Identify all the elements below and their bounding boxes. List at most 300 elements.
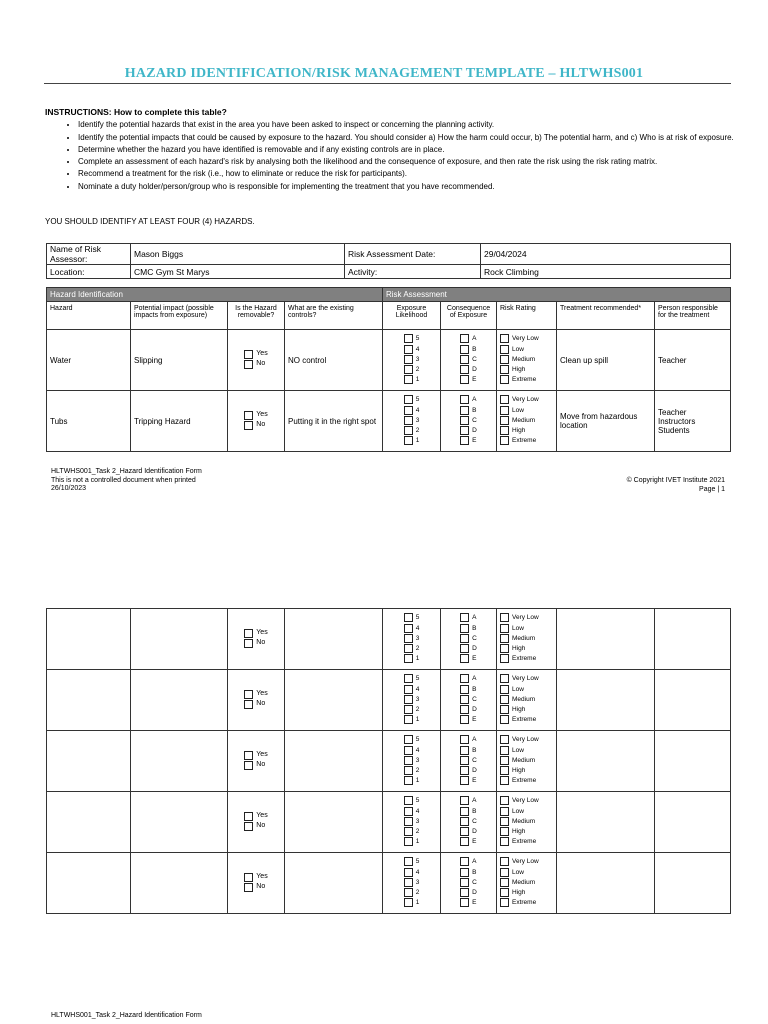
controls-cell[interactable]: NO control (285, 330, 383, 391)
controls-cell[interactable]: Putting it in the right spot (285, 391, 383, 452)
checkbox-label: Medium (512, 355, 536, 363)
checkbox[interactable] (500, 857, 509, 866)
likelihood-cell (383, 792, 441, 853)
option-row (500, 887, 539, 897)
checkbox-label: D (472, 888, 477, 896)
checkbox-label: Very Low (512, 614, 539, 622)
hazard-cell[interactable] (47, 731, 131, 792)
col-header-controls: What are the existing controls? (285, 302, 383, 330)
checkbox[interactable] (500, 644, 509, 653)
hazard-cell[interactable] (47, 792, 131, 853)
checkbox[interactable] (460, 898, 469, 907)
controls-cell[interactable] (285, 853, 383, 914)
checkbox[interactable] (404, 624, 413, 633)
checkbox[interactable] (500, 868, 509, 877)
checkbox[interactable] (404, 634, 413, 643)
checkbox-label: 4 (415, 868, 420, 876)
checkbox[interactable] (460, 857, 469, 866)
option-row (404, 395, 420, 405)
option-row (244, 821, 267, 831)
removable-options (244, 750, 267, 770)
table-row (47, 792, 731, 853)
checkbox[interactable] (244, 629, 253, 638)
hazard-cell[interactable]: Tubs (47, 391, 131, 452)
activity-field[interactable]: Rock Climbing (481, 265, 731, 279)
controls-cell[interactable] (285, 609, 383, 670)
treatment-cell[interactable]: Clean up spill (557, 330, 655, 391)
col-header-hazard: Hazard (47, 302, 131, 330)
removable-options (244, 872, 267, 892)
checkbox-label: Medium (512, 878, 536, 886)
checkbox[interactable] (244, 690, 253, 699)
responsible-cell[interactable] (655, 853, 731, 914)
treatment-cell[interactable] (557, 670, 655, 731)
option-row (404, 877, 420, 887)
hazard-table (46, 287, 731, 452)
removable-cell (228, 731, 285, 792)
option-row (460, 745, 477, 755)
responsible-cell[interactable] (655, 330, 731, 391)
checkbox[interactable] (500, 355, 509, 364)
checkbox[interactable] (460, 334, 469, 343)
checkbox[interactable] (460, 796, 469, 805)
checkbox[interactable] (500, 334, 509, 343)
checkbox-label: 3 (415, 634, 420, 642)
checkbox[interactable] (404, 345, 413, 354)
checkbox[interactable] (460, 375, 469, 384)
option-row (404, 364, 420, 374)
consequence-options (460, 796, 477, 847)
checkbox-label: 2 (415, 644, 420, 652)
checkbox[interactable] (244, 421, 253, 430)
checkbox-label: E (472, 655, 477, 663)
responsible-person: Students (658, 425, 690, 435)
option-row (460, 694, 477, 704)
hazard-cell[interactable] (47, 670, 131, 731)
option-row (404, 694, 420, 704)
option-row (404, 796, 420, 806)
checkbox[interactable] (404, 776, 413, 785)
checkbox-label: No (256, 360, 266, 368)
option-row (500, 816, 539, 826)
hazard-table-continued (46, 608, 731, 914)
checkbox[interactable] (500, 705, 509, 714)
footer-page-number: Page | 1 (699, 485, 725, 493)
checkbox[interactable] (404, 857, 413, 866)
option-row (460, 898, 477, 908)
checkbox-label: Medium (512, 817, 536, 825)
col-header-responsible: Person responsible for the treatment (655, 302, 731, 330)
checkbox[interactable] (460, 705, 469, 714)
checkbox[interactable] (244, 812, 253, 821)
checkbox[interactable] (404, 395, 413, 404)
impact-cell[interactable] (131, 609, 228, 670)
checkbox[interactable] (404, 654, 413, 663)
responsible-cell[interactable] (655, 792, 731, 853)
option-row (404, 867, 420, 877)
option-row (500, 436, 539, 446)
checkbox-label: A (472, 396, 477, 404)
checkbox-label: Yes (256, 812, 268, 820)
checkbox[interactable] (500, 756, 509, 765)
checkbox-label: Extreme (512, 716, 537, 724)
checkbox-label: A (472, 675, 477, 683)
likelihood-options (404, 395, 420, 446)
checkbox-label: High (512, 644, 526, 652)
checkbox[interactable] (244, 873, 253, 882)
checkbox-label: Very Low (512, 335, 539, 343)
option-row (404, 857, 420, 867)
checkbox[interactable] (500, 634, 509, 643)
checkbox[interactable] (460, 766, 469, 775)
checkbox[interactable] (404, 837, 413, 846)
option-row (500, 654, 539, 664)
option-row (404, 354, 420, 364)
checkbox[interactable] (244, 751, 253, 760)
checkbox[interactable] (404, 827, 413, 836)
checkbox[interactable] (244, 411, 253, 420)
option-row (500, 623, 539, 633)
treatment-cell[interactable]: Move from hazardous location (557, 391, 655, 452)
checkbox-label: Very Low (512, 858, 539, 866)
checkbox-label: C (472, 634, 477, 642)
consequence-cell (441, 330, 497, 391)
checkbox-label: Extreme (512, 655, 537, 663)
checkbox[interactable] (500, 776, 509, 785)
checkbox[interactable] (460, 776, 469, 785)
treatment-cell[interactable] (557, 792, 655, 853)
impact-cell[interactable] (131, 670, 228, 731)
checkbox-label: Very Low (512, 396, 539, 404)
consequence-options (460, 857, 477, 908)
removable-cell (228, 853, 285, 914)
checkbox[interactable] (500, 746, 509, 755)
option-row (244, 638, 267, 648)
checkbox[interactable] (404, 878, 413, 887)
checkbox[interactable] (500, 827, 509, 836)
table-row (47, 609, 731, 670)
col-header-treatment: Treatment recommended* (557, 302, 655, 330)
checkbox-label: Medium (512, 416, 536, 424)
option-row (244, 689, 267, 699)
checkbox[interactable] (500, 878, 509, 887)
checkbox-label: 4 (415, 406, 420, 414)
checkbox[interactable] (460, 674, 469, 683)
table-row (47, 731, 731, 792)
consequence-options (460, 334, 477, 385)
option-row (404, 654, 420, 664)
checkbox[interactable] (500, 624, 509, 633)
removable-cell (228, 391, 285, 452)
checkbox[interactable] (404, 868, 413, 877)
checkbox-label: 5 (415, 614, 420, 622)
checkbox[interactable] (460, 735, 469, 744)
checkbox-label: 1 (415, 899, 420, 907)
option-row (460, 674, 477, 684)
hazard-cell[interactable] (47, 609, 131, 670)
option-row (404, 715, 420, 725)
checkbox[interactable] (404, 735, 413, 744)
impact-cell[interactable] (131, 731, 228, 792)
table-row (47, 853, 731, 914)
checkbox[interactable] (404, 715, 413, 724)
checkbox-label: 5 (415, 858, 420, 866)
checkbox-label: No (256, 639, 266, 647)
checkbox-label: 2 (415, 888, 420, 896)
rating-options (500, 735, 539, 786)
checkbox[interactable] (244, 761, 253, 770)
option-row (460, 364, 477, 374)
footer-right (627, 477, 725, 494)
checkbox[interactable] (460, 644, 469, 653)
checkbox[interactable] (500, 735, 509, 744)
checkbox[interactable] (404, 365, 413, 374)
checkbox[interactable] (500, 613, 509, 622)
controls-cell[interactable] (285, 670, 383, 731)
checkbox[interactable] (500, 426, 509, 435)
checkbox[interactable] (404, 355, 413, 364)
checkbox[interactable] (500, 685, 509, 694)
checkbox[interactable] (460, 436, 469, 445)
rating-cell (497, 670, 557, 731)
checkbox-label: E (472, 437, 477, 445)
option-row (404, 755, 420, 765)
checkbox[interactable] (500, 345, 509, 354)
checkbox-label: Medium (512, 695, 536, 703)
location-field[interactable]: CMC Gym St Marys (131, 265, 345, 279)
checkbox[interactable] (500, 888, 509, 897)
impact-cell[interactable] (131, 853, 228, 914)
likelihood-cell (383, 853, 441, 914)
treatment-cell[interactable] (557, 731, 655, 792)
checkbox[interactable] (404, 416, 413, 425)
checkbox[interactable] (500, 837, 509, 846)
checkbox-label: 4 (415, 624, 420, 632)
assessment-info-table (46, 243, 731, 279)
checkbox[interactable] (460, 426, 469, 435)
checkbox-label: C (472, 355, 477, 363)
checkbox[interactable] (460, 817, 469, 826)
checkbox[interactable] (244, 822, 253, 831)
checkbox[interactable] (404, 756, 413, 765)
checkbox[interactable] (460, 827, 469, 836)
checkbox-label: Low (512, 624, 524, 632)
option-row (404, 837, 420, 847)
checkbox-label: Low (512, 746, 524, 754)
impact-cell[interactable]: Tripping Hazard (131, 391, 228, 452)
checkbox-label: Extreme (512, 437, 537, 445)
option-row (460, 344, 477, 354)
checkbox[interactable] (500, 406, 509, 415)
impact-cell[interactable]: Slipping (131, 330, 228, 391)
rating-options (500, 796, 539, 847)
option-row (404, 623, 420, 633)
table-row (47, 391, 731, 452)
col-header-rating: Risk Rating (497, 302, 557, 330)
checkbox-label: Yes (256, 629, 268, 637)
checkbox-label: 1 (415, 838, 420, 846)
likelihood-cell (383, 609, 441, 670)
option-row (500, 745, 539, 755)
rating-options (500, 334, 539, 385)
checkbox[interactable] (404, 766, 413, 775)
responsible-cell[interactable] (655, 391, 731, 452)
checkbox[interactable] (500, 674, 509, 683)
checkbox-label: 2 (415, 827, 420, 835)
checkbox[interactable] (460, 406, 469, 415)
checkbox[interactable] (404, 406, 413, 415)
rating-options (500, 613, 539, 664)
checkbox[interactable] (404, 685, 413, 694)
checkbox[interactable] (500, 796, 509, 805)
checkbox-label: High (512, 426, 526, 434)
treatment-cell[interactable] (557, 609, 655, 670)
assessor-field[interactable]: Mason Biggs (131, 244, 345, 265)
option-row (244, 760, 267, 770)
checkbox[interactable] (460, 654, 469, 663)
checkbox-label: Yes (256, 690, 268, 698)
checkbox[interactable] (460, 685, 469, 694)
checkbox[interactable] (500, 817, 509, 826)
checkbox-label: 1 (415, 437, 420, 445)
checkbox[interactable] (404, 705, 413, 714)
checkbox[interactable] (404, 796, 413, 805)
checkbox[interactable] (500, 807, 509, 816)
instruction-item: • Identify the potential hazards that exist in the area you have been asked to inspect or concerning the planning activity. (78, 119, 735, 131)
instructions (45, 106, 735, 193)
removable-options (244, 689, 267, 709)
option-row (460, 436, 477, 446)
option-row (404, 344, 420, 354)
footer-doc-id-page2: HLTWHS001_Task 2_Hazard Identification Form (51, 1012, 202, 1019)
instruction-item: • Recommend a treatment for the risk (i.e., how to eliminate or reduce the risk for participants). (78, 168, 735, 180)
checkbox[interactable] (404, 426, 413, 435)
option-row (244, 349, 267, 359)
checkbox[interactable] (500, 654, 509, 663)
responsible-cell[interactable] (655, 609, 731, 670)
checkbox-label: 1 (415, 655, 420, 663)
checkbox[interactable] (460, 355, 469, 364)
checkbox[interactable] (404, 436, 413, 445)
footer-date: 26/10/2023 (51, 485, 87, 492)
hazard-cell[interactable] (47, 853, 131, 914)
checkbox[interactable] (460, 868, 469, 877)
checkbox[interactable] (460, 807, 469, 816)
checkbox-label: C (472, 695, 477, 703)
responsible-person: Teacher (658, 407, 687, 417)
checkbox[interactable] (460, 756, 469, 765)
checkbox[interactable] (500, 766, 509, 775)
checkbox[interactable] (404, 898, 413, 907)
checkbox[interactable] (404, 746, 413, 755)
checkbox[interactable] (244, 639, 253, 648)
checkbox[interactable] (460, 365, 469, 374)
checkbox-label: Low (512, 345, 524, 353)
checkbox[interactable] (460, 613, 469, 622)
checkbox[interactable] (460, 624, 469, 633)
checkbox-label: Yes (256, 350, 268, 358)
checkbox[interactable] (500, 395, 509, 404)
checkbox[interactable] (500, 715, 509, 724)
impact-cell[interactable] (131, 792, 228, 853)
checkbox[interactable] (404, 613, 413, 622)
option-row (460, 837, 477, 847)
responsible-cell[interactable] (655, 731, 731, 792)
option-row (404, 816, 420, 826)
checkbox[interactable] (244, 360, 253, 369)
likelihood-options (404, 735, 420, 786)
responsible-cell[interactable] (655, 670, 731, 731)
controls-cell[interactable] (285, 731, 383, 792)
checkbox[interactable] (500, 695, 509, 704)
option-row (460, 765, 477, 775)
treatment-cell[interactable] (557, 853, 655, 914)
checkbox[interactable] (244, 350, 253, 359)
checkbox-label: High (512, 827, 526, 835)
checkbox-label: D (472, 766, 477, 774)
controls-cell[interactable] (285, 792, 383, 853)
hazard-cell[interactable]: Water (47, 330, 131, 391)
checkbox[interactable] (404, 695, 413, 704)
checkbox-label: A (472, 797, 477, 805)
rating-cell (497, 792, 557, 853)
option-row (244, 410, 267, 420)
checkbox[interactable] (244, 883, 253, 892)
checkbox[interactable] (460, 416, 469, 425)
checkbox-label: 5 (415, 335, 420, 343)
checkbox[interactable] (500, 898, 509, 907)
checkbox[interactable] (404, 334, 413, 343)
checkbox[interactable] (460, 695, 469, 704)
checkbox-label: B (472, 807, 477, 815)
likelihood-cell (383, 330, 441, 391)
checkbox[interactable] (460, 395, 469, 404)
likelihood-options (404, 857, 420, 908)
option-row (460, 887, 477, 897)
option-row (460, 643, 477, 653)
checkbox[interactable] (404, 807, 413, 816)
checkbox[interactable] (460, 634, 469, 643)
footer-not-controlled: This is not a controlled document when printed (51, 476, 196, 484)
option-row (244, 628, 267, 638)
checkbox[interactable] (460, 345, 469, 354)
checkbox[interactable] (500, 416, 509, 425)
checkbox-label: 3 (415, 695, 420, 703)
checkbox[interactable] (404, 644, 413, 653)
checkbox-label: D (472, 644, 477, 652)
option-row (404, 765, 420, 775)
checkbox[interactable] (460, 837, 469, 846)
date-field[interactable]: 29/04/2024 (481, 244, 731, 265)
checkbox-label: D (472, 365, 477, 373)
checkbox[interactable] (500, 436, 509, 445)
checkbox[interactable] (404, 375, 413, 384)
checkbox[interactable] (460, 746, 469, 755)
option-row (404, 674, 420, 684)
checkbox[interactable] (404, 888, 413, 897)
checkbox[interactable] (460, 888, 469, 897)
checkbox[interactable] (500, 365, 509, 374)
checkbox[interactable] (404, 674, 413, 683)
checkbox[interactable] (404, 817, 413, 826)
section-risk-assessment: Risk Assessment (383, 288, 731, 302)
option-row (460, 715, 477, 725)
location-label: Location: (47, 265, 131, 279)
checkbox[interactable] (460, 715, 469, 724)
checkbox[interactable] (500, 375, 509, 384)
checkbox[interactable] (244, 700, 253, 709)
checkbox[interactable] (460, 878, 469, 887)
